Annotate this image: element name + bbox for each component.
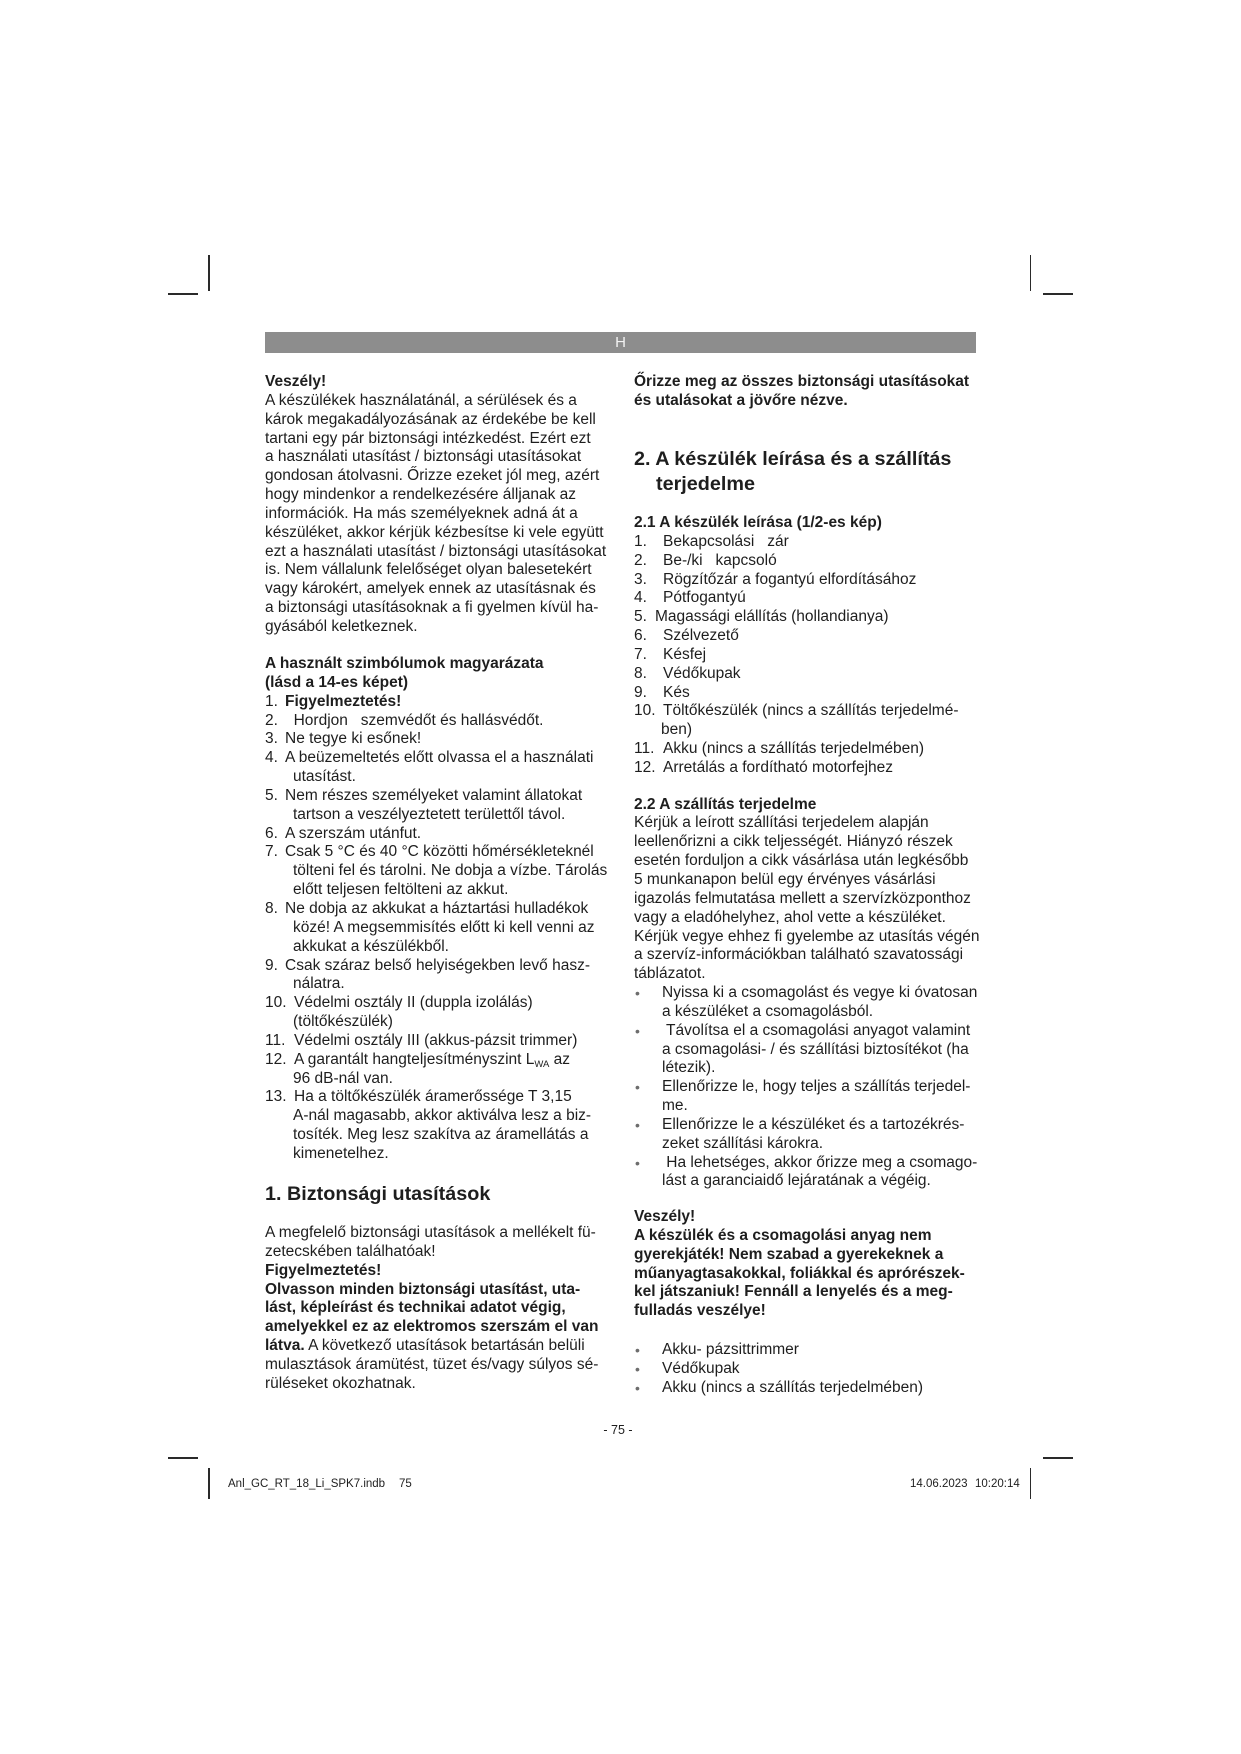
keep-instructions-note (634, 373, 969, 411)
bullet-text: Ellenőrizze le, hogy teljes a szállítás terjedel- (662, 1078, 971, 1096)
item-number: 4. (265, 749, 278, 767)
danger-text-line: ezt a használati utasítást / biztonsági utasításokat (265, 542, 607, 560)
part-list-item (634, 589, 958, 608)
body-text-line: zetecskében találhatóak! (265, 1242, 436, 1260)
bullet-icon: • (635, 1342, 640, 1358)
body-text-line: A következő utasítások betartásán belüli (304, 1337, 585, 1355)
crop-mark (208, 1468, 210, 1499)
bullet-text: Nyissa ki a csomagolást és vegye ki óvatosan (662, 984, 978, 1002)
bullet-item (634, 1360, 923, 1379)
item-text: Magassági elállítás (hollandianya) (655, 608, 889, 626)
item-text: kimenetelhez. (293, 1144, 389, 1162)
bullet-text: a csomagolási- / és szállítási biztosítékot (ha (662, 1040, 969, 1058)
symbol-list-item (265, 957, 607, 995)
bullet-item (634, 1341, 923, 1360)
part-list-item (634, 533, 958, 552)
item-text: Védelmi osztály III (akkus-pázsit trimmer) (294, 1031, 578, 1049)
item-number: 4. (634, 589, 647, 607)
body-text-line: igazolás felmutatása mellett a szervízközponthoz (634, 889, 971, 907)
danger-title: Veszély! (634, 1208, 696, 1225)
body-text-line: vagy a eladóhelyhez, ahol vette a készüléket. (634, 908, 946, 926)
bullet-item (634, 984, 980, 1022)
item-number: 2. (634, 551, 647, 569)
item-text: Késfej (663, 645, 707, 663)
symbol-list-item (265, 994, 607, 1032)
item-number: 12. (634, 758, 656, 776)
bullet-text: létezik). (662, 1059, 716, 1077)
subsection-title: 2.2 A szállítás terjedelme (634, 795, 817, 813)
item-text: tartson a veszélyeztetett területtől távol. (293, 805, 566, 823)
symbol-list-item (265, 900, 607, 957)
bullet-text: Védőkupak (662, 1359, 740, 1377)
danger-title: Veszély! (265, 373, 327, 390)
item-text: Ne dobja az akkukat a háztartási hulladékok (285, 899, 589, 917)
item-text: Ne tegye ki esőnek! (285, 730, 422, 748)
bullet-item (634, 1116, 980, 1154)
item-number: 8. (265, 899, 278, 917)
danger-text-line: fulladás veszélye! (634, 1302, 766, 1320)
symbols-title: A használt szimbólumok magyarázata (265, 655, 544, 672)
danger-text-line: gyerekjáték! Nem szabad a gyerekeknek a (634, 1245, 944, 1263)
danger-text-line: műanyagtasakokkal, foliákkal és aprórészek- (634, 1264, 965, 1282)
item-number: 1. (634, 532, 647, 550)
bullet-icon: • (635, 985, 640, 1002)
item-text: ben) (661, 721, 693, 739)
part-list-item (634, 646, 958, 665)
item-text: előtt teljesen feltölteni az akkut. (293, 881, 509, 899)
item-text: Csak 5 °C és 40 °C közötti hőmérsékleteknél (285, 843, 594, 861)
item-text: Töltőkészülék (nincs a szállítás terjedelmé- (663, 702, 959, 720)
item-text: Hordjon szemvédőt és hallásvédőt. (285, 711, 544, 729)
symbol-list-item (265, 787, 607, 825)
danger-text-line: károk megakadályozásának az érdekébe be kell (265, 410, 596, 428)
bullet-text: Akku (nincs a szállítás terjedelmében) (662, 1378, 924, 1396)
item-text: Védelmi osztály II (duppla izolálás) (294, 994, 533, 1012)
item-text: Kés (663, 683, 690, 701)
crop-mark (168, 293, 198, 295)
item-text: az (549, 1050, 571, 1068)
item-text: Arretálás a fordítható motorfejhez (663, 758, 894, 776)
body-text-line: A megfelelő biztonsági utasítások a mellékelt fü- (265, 1224, 596, 1241)
bullet-item (634, 1022, 980, 1079)
item-text: A szerszám utánfut. (285, 824, 422, 842)
danger-text-line: tartani egy pár biztonsági intézkedést. Ezért ezt (265, 429, 591, 447)
item-number: 2. (265, 711, 278, 729)
item-text: (töltőkészülék) (293, 1013, 393, 1031)
danger-notice (634, 1208, 965, 1321)
symbols-title: (lásd a 14-es képet) (265, 673, 409, 691)
crop-mark (168, 1457, 198, 1459)
section-letter: H (615, 334, 626, 351)
body-text-line: esetén forduljon a cikk vásárlása után legkésőbb (634, 852, 969, 870)
part-list-item (634, 627, 958, 646)
item-number: 7. (634, 645, 647, 663)
bullet-item (634, 1379, 923, 1398)
symbol-list-item (265, 749, 607, 787)
bullet-text: lást a garanciaidő lejáratának a végéig. (662, 1172, 931, 1190)
symbol-list-item (265, 730, 607, 749)
item-number: 3. (634, 570, 647, 588)
body-text-line: 5 munkanapon belül egy érvényes vásárlási (634, 870, 936, 888)
danger-text-line: gyásából keletkeznek. (265, 617, 418, 635)
symbol-list-item (265, 1032, 607, 1051)
item-text: A beüzemeltetés előtt olvassa el a használati (285, 749, 594, 767)
danger-text-line: kel játszaniuk! Fennáll a lenyelés és a meg- (634, 1283, 953, 1301)
item-text: Rögzítőzár a fogantyú elfordításához (663, 570, 917, 588)
footer-time: 10:20:14 (975, 1478, 1020, 1490)
body-text-line: táblázatot. (634, 965, 706, 983)
danger-text-line: készüléket, akkor kérjük kézbesítse ki vele együtt (265, 523, 604, 541)
symbol-list-item (265, 1088, 607, 1163)
warning-text-line: lást, képleírást és technikai adatot végig, (265, 1299, 566, 1317)
bullet-text: a készüléket a csomagolásból. (662, 1002, 874, 1020)
item-number: 6. (265, 824, 278, 842)
bullet-text: me. (662, 1097, 688, 1115)
item-number: 5. (634, 608, 647, 626)
language-header-bar (265, 332, 976, 353)
item-text: tölteni fel és tárolni. Ne dobja a vízbe. Tárolás (293, 862, 608, 880)
item-text: Pótfogantyú (663, 589, 746, 607)
note-text-line: Őrizze meg az összes biztonsági utasításokat (634, 373, 970, 390)
danger-text-line: A készülékek használatánál, a sérülések és a (265, 391, 577, 409)
warning-text-line: amelyekkel ez az elektromos szerszám el van (265, 1318, 599, 1336)
item-text: 96 dB-nál van. (293, 1069, 393, 1087)
crop-mark (1030, 1468, 1032, 1499)
bullet-text: Távolítsa el a csomagolási anyagot valamint (662, 1021, 971, 1039)
part-list-item (634, 665, 958, 684)
danger-text-line: a biztonsági utasításoknak a fi gyelmen kívül ha- (265, 599, 599, 617)
footer-filename: Anl_GC_RT_18_Li_SPK7.indb (228, 1478, 386, 1490)
section-heading-text: 2. A készülék leírása és a szállítás (634, 448, 952, 470)
part-list-item (634, 608, 958, 627)
bullet-icon: • (635, 1154, 640, 1171)
bullet-text: Akku- pázsittrimmer (662, 1341, 799, 1358)
body-text-line: mulasztások áramütést, tüzet és/vagy súlyos sé- (265, 1355, 599, 1373)
item-text: Nem részes személyeket valamint állatokat (285, 786, 583, 804)
bullet-icon: • (635, 1360, 640, 1377)
body-text-line: a szervíz-információkban található szavatossági (634, 946, 964, 964)
scope-of-delivery (634, 796, 980, 1192)
warning-text-line: Olvasson minden biztonsági utasítást, uta- (265, 1280, 581, 1298)
danger-text-line: hogy mindenkor a rendelkezésére álljanak az (265, 486, 577, 504)
bullet-item (634, 1154, 980, 1192)
symbol-list-item (265, 693, 607, 712)
warning-text-line: látva. (265, 1337, 305, 1355)
symbols-legend (265, 655, 607, 1164)
item-number: 8. (634, 664, 647, 682)
crop-mark (1030, 255, 1032, 291)
crop-mark (208, 255, 210, 291)
note-text-line: és utalásokat a jövőre nézve. (634, 391, 848, 409)
item-text: Be-/ki kapcsoló (663, 551, 777, 569)
footer-date: 14.06.2023 (910, 1478, 968, 1490)
footer-page: 75 (399, 1478, 412, 1490)
item-text: tosíték. Meg lesz szakítva az áramellátás a (293, 1126, 589, 1144)
danger-text-line: is. Nem vállalunk felelőséget olyan balesetekért (265, 561, 592, 579)
item-number: 1. (265, 692, 278, 710)
item-number: 11. (265, 1031, 286, 1049)
part-list-item (634, 684, 958, 703)
bullet-icon: • (635, 1022, 640, 1039)
item-number: 3. (265, 730, 278, 748)
body-text-line: rüléseket okozhatnak. (265, 1374, 416, 1392)
section-heading (634, 447, 951, 496)
device-description (634, 514, 958, 778)
item-number: 10. (634, 702, 656, 720)
symbol-list-item (265, 825, 607, 844)
crop-mark (1043, 293, 1073, 295)
danger-text-line: a használati utasítást / biztonsági utasításokat (265, 448, 582, 466)
page-number: - 75 - (603, 1423, 633, 1437)
bullet-icon: • (635, 1379, 640, 1396)
crop-mark (1043, 1457, 1073, 1459)
item-number: 5. (265, 786, 278, 804)
danger-text-line: gondosan átolvasni. Őrizze ezeket jól meg, azért (265, 467, 600, 485)
item-number: 9. (634, 683, 647, 701)
item-number: 10. (265, 994, 287, 1012)
danger-text-line: A készülék és a csomagolási anyag nem (634, 1226, 932, 1244)
bullet-text: Ha lehetséges, akkor őrizze meg a csomago- (662, 1153, 978, 1171)
safety-instructions (265, 1224, 598, 1394)
item-number: 12. (265, 1050, 287, 1068)
item-text: Akku (nincs a szállítás terjedelmében) (663, 740, 925, 758)
item-text: Csak száraz belső helyiségekben levő hasz- (285, 956, 590, 974)
item-text: közé! A megsemmisítés előtt ki kell venni az (293, 918, 595, 936)
item-text: Ha a töltőkészülék áramerőssége T 3,15 (294, 1088, 572, 1106)
subscript-text: WA (534, 1058, 550, 1070)
item-text: Figyelmeztetés! (285, 692, 402, 710)
item-number: 9. (265, 956, 278, 974)
item-text: utasítást. (293, 768, 356, 786)
bullet-icon: • (635, 1116, 640, 1133)
item-text: akkukat a készülékből. (293, 937, 449, 955)
symbol-list-item (265, 712, 607, 731)
section-heading (265, 1182, 490, 1207)
item-text: Szélvezető (663, 627, 739, 645)
item-text: nálatra. (293, 975, 345, 993)
item-number: 11. (634, 740, 655, 758)
body-text-line: Kérjük a leírott szállítási terjedelem alapján (634, 814, 929, 832)
bullet-icon: • (635, 1079, 640, 1096)
danger-text-line: információk. Ha más személyeknek adná át a (265, 504, 578, 522)
warning-title: Figyelmeztetés! (265, 1261, 382, 1279)
item-text: A garantált hangteljesítményszint L (294, 1050, 535, 1068)
bullet-item (634, 1078, 980, 1116)
bullet-text: zeket szállítási károkra. (662, 1134, 824, 1152)
symbol-list-item (265, 843, 607, 900)
item-text: Védőkupak (663, 664, 741, 682)
body-text-line: Kérjük vegye ehhez fi gyelembe az utasítás végén (634, 927, 980, 945)
part-list-item (634, 552, 958, 571)
part-list-item (634, 702, 958, 721)
item-number: 13. (265, 1088, 287, 1106)
symbol-list-item (265, 1051, 607, 1089)
item-text: A-nál magasabb, akkor aktiválva lesz a biz- (293, 1107, 592, 1125)
subsection-title: 2.1 A készülék leírása (1/2-es kép) (634, 514, 882, 531)
section-heading-text: terjedelme (656, 472, 755, 495)
part-list-item (634, 759, 958, 778)
part-list-item (634, 740, 958, 759)
part-list-item (634, 571, 958, 590)
body-text-line: leellenőrizni a cikk teljességét. Hiányzó részek (634, 833, 953, 851)
danger-text-line: vagy károkért, amelyek ennek az utasításnak és (265, 580, 596, 598)
delivered-items-list (634, 1341, 923, 1398)
bullet-text: Ellenőrizze le a készüléket és a tartozékrés- (662, 1115, 965, 1133)
item-text: Bekapcsolási zár (663, 532, 789, 550)
danger-notice (265, 373, 606, 637)
item-number: 6. (634, 627, 647, 645)
item-number: 7. (265, 843, 278, 861)
section-heading-text: 1. Biztonsági utasítások (265, 1183, 491, 1205)
